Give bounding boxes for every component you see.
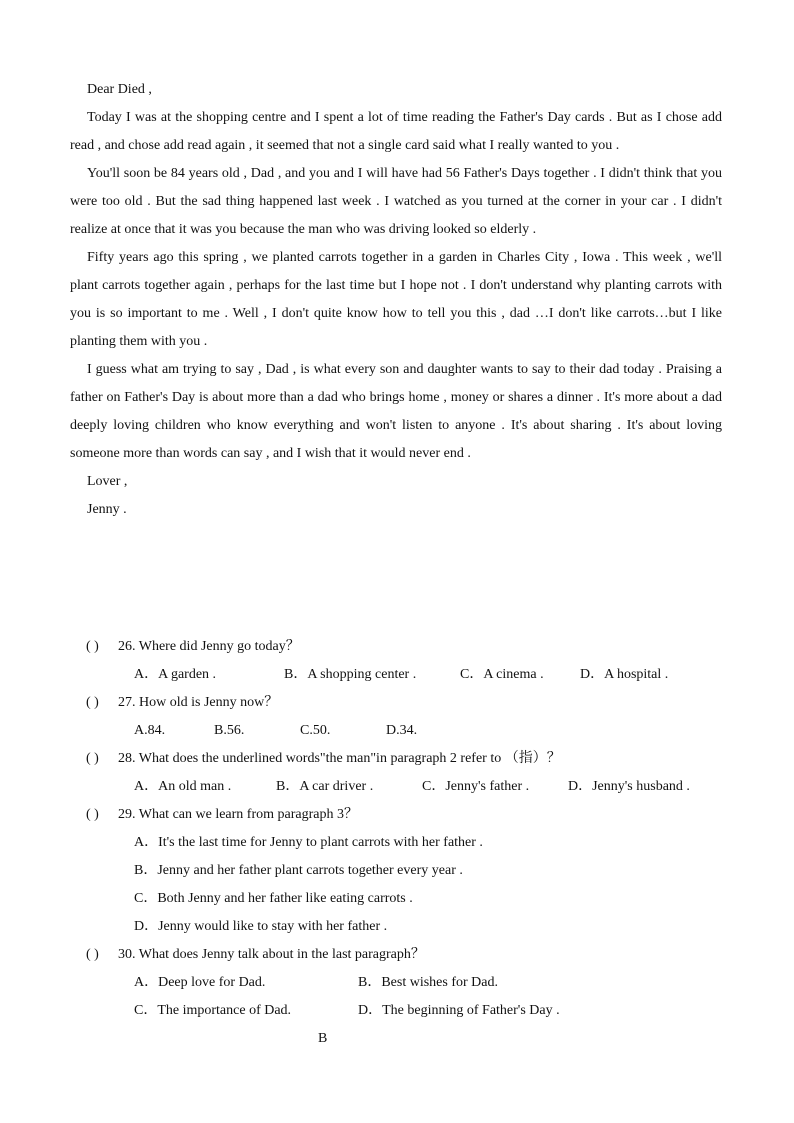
question-28 xyxy=(86,745,726,773)
options-29 xyxy=(86,829,726,941)
question-text: 27. How old is Jenny now？ xyxy=(118,695,279,710)
option-b: B．Jenny and her father plant carrots together every year . xyxy=(134,863,463,878)
option-b: B．Best wishes for Dad. xyxy=(358,975,498,990)
answer-bracket: ( ) xyxy=(86,639,99,654)
options-27 xyxy=(86,717,726,745)
letter-greeting: Dear Died , xyxy=(87,82,152,97)
option-d: D．The beginning of Father's Day . xyxy=(358,1003,560,1018)
option-a: A．An old man . xyxy=(134,779,232,794)
option-c: C．A cinema . xyxy=(460,667,544,682)
letter-paragraph: Today I was at the shopping centre and I spent a lot of time reading the Father's Day cards . But as I chose add read , and chose add read again , it seemed that not a single card said what I really wanted to you . xyxy=(70,110,722,153)
option-a: A．It's the last time for Jenny to plant carrots with her father . xyxy=(134,835,483,850)
option-b: B．A car driver . xyxy=(276,779,374,794)
answer-bracket: ( ) xyxy=(86,807,99,822)
options-30-row2 xyxy=(86,997,726,1025)
option-d: D.34. xyxy=(386,723,418,738)
option-c: C.50. xyxy=(300,723,331,738)
option-c: C．The importance of Dad. xyxy=(134,1003,292,1018)
letter-paragraph: Fifty years ago this spring , we planted carrots together in a garden in Charles City , Iowa . This week , we'll plant carrots together again , perhaps for the last time but I hope not . I don't understand why planting carrots with you is so important to me . Well , I don't quite know how to tell you this , dad …I don't like carrots…but I like planting them with you . xyxy=(70,250,722,349)
letter-paragraph: You'll soon be 84 years old , Dad , and you and I will have had 56 Father's Days together . I didn't think that you were too old . But the sad thing happened last week . I watched as you turned at the corner in your car . I didn't realize at once that it was you because the man who was driving looked so elderly . xyxy=(70,166,722,237)
options-28 xyxy=(86,773,726,801)
question-text: 26. Where did Jenny go today？ xyxy=(118,639,300,654)
option-a: A.84. xyxy=(134,723,166,738)
letter-closing: Lover , xyxy=(87,474,128,489)
answer-bracket: ( ) xyxy=(86,695,99,710)
question-text: 29. What can we learn from paragraph 3？ xyxy=(118,807,358,822)
question-text: 30. What does Jenny talk about in the last paragraph？ xyxy=(118,947,425,962)
answer-bracket: ( ) xyxy=(86,751,99,766)
options-30-row1 xyxy=(86,969,726,997)
option-d: D．Jenny's husband . xyxy=(568,779,690,794)
answer-bracket: ( ) xyxy=(86,947,99,962)
option-d: D．A hospital . xyxy=(580,667,669,682)
option-c: C．Jenny's father . xyxy=(422,779,530,794)
question-text: 28. What does the underlined words"the man"in paragraph 2 refer to （指）？ xyxy=(118,751,561,766)
question-30 xyxy=(86,941,726,969)
answer-letter: B xyxy=(318,1031,328,1046)
option-a: A．A garden . xyxy=(134,667,217,682)
option-b: B．A shopping center . xyxy=(284,667,417,682)
letter-paragraph: I guess what am trying to say , Dad , is what every son and daughter wants to say to their dad today . Praising a father on Father's Day is about more than a dad who brings home , money or shares a dinner . It's more about a dad deeply loving children who know everything and won't listen to anyone . It's about sharing . It's about loving someone more than words can say , and I wish that it would never end . xyxy=(70,362,722,461)
question-27 xyxy=(86,689,726,717)
letter-signature: Jenny . xyxy=(87,502,127,517)
option-b: B.56. xyxy=(214,723,245,738)
option-d: D．Jenny would like to stay with her father . xyxy=(134,919,388,934)
question-29 xyxy=(86,801,726,829)
option-a: A．Deep love for Dad. xyxy=(134,975,266,990)
question-list xyxy=(86,633,726,1025)
option-c: C．Both Jenny and her father like eating carrots . xyxy=(134,891,413,906)
question-26 xyxy=(86,633,726,661)
options-26 xyxy=(86,661,726,689)
letter-body xyxy=(70,76,722,524)
